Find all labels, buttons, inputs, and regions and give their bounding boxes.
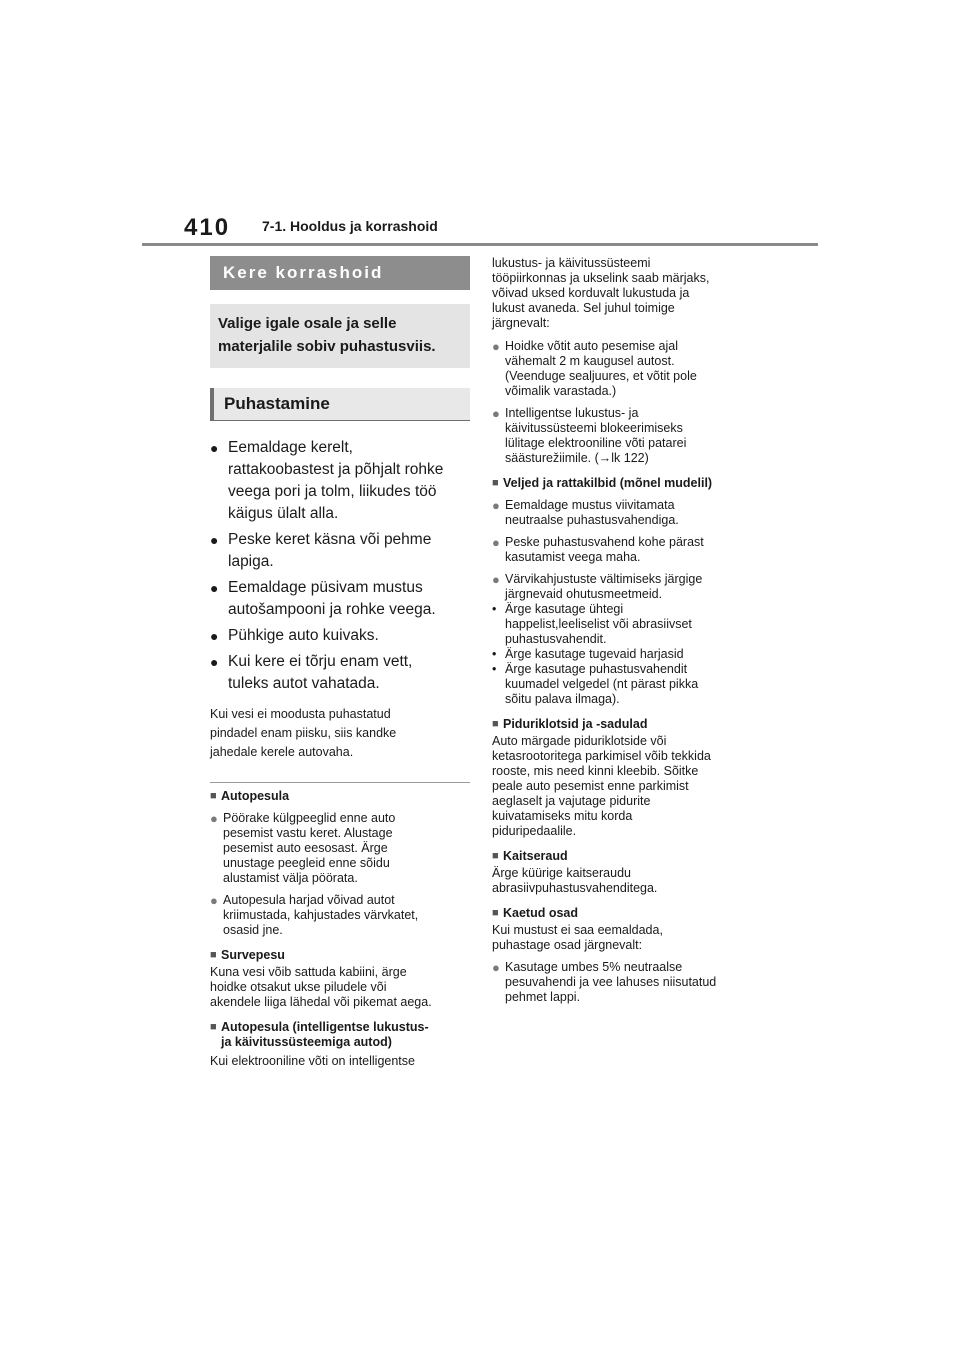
subheading-text: Piduriklotsid ja -sadulad	[503, 717, 648, 731]
list-line: happelist,leeliselist või abrasiivset	[505, 617, 692, 631]
paragraph-line: abrasiivpuhastusvahenditega.	[492, 881, 658, 895]
list-line: puhastusvahendit.	[505, 632, 607, 646]
subheading-text: Autopesula (intelligentse lukustus-	[221, 1020, 429, 1034]
dash-bullet-icon: •	[492, 647, 497, 661]
paragraph	[492, 734, 754, 839]
page-number: 410	[184, 214, 231, 241]
paragraph-line: ketasrootoritega parkimisel võib tekkida	[492, 749, 711, 763]
intro-box	[210, 304, 470, 368]
list-line: lülitage elektrooniline võti patarei	[505, 436, 687, 450]
list-line: (Veenduge sealjuures, et võtit pole	[505, 369, 697, 383]
bullet-icon: ●	[210, 654, 219, 670]
intro-line: materjalile sobiv puhastusviis.	[218, 338, 436, 355]
list-item	[210, 529, 470, 573]
right-column	[492, 256, 754, 1005]
list-line: Eemaldage püsivam mustus	[228, 579, 423, 596]
list-line: kriimustada, kahjustades värvkatet,	[223, 908, 419, 922]
dash-list-item	[492, 662, 754, 707]
list-item	[492, 960, 754, 1005]
list-line: Pühkige auto kuivaks.	[228, 627, 379, 644]
paragraph-line: Kui elektrooniline võti on intelligentse	[210, 1054, 415, 1068]
list-line: neutraalse puhastusvahendiga.	[505, 513, 679, 527]
list-item	[210, 625, 470, 647]
list-line: Ärge kasutage puhastusvahendit	[505, 662, 688, 676]
subheading	[492, 476, 754, 491]
list-line: Ärge kasutage tugevaid harjasid	[505, 647, 684, 661]
list-line: autošampooni ja rohke veega.	[228, 601, 436, 618]
dash-list-item	[492, 647, 754, 662]
list-item	[492, 498, 754, 528]
divider	[210, 782, 470, 783]
bullet-icon: ●	[210, 580, 219, 596]
list-line: Eemaldage kerelt,	[228, 439, 353, 456]
list-line: pesuvahendi ja vee lahuses niisutatud	[505, 975, 717, 989]
paragraph	[492, 923, 754, 953]
paragraph-line: kuivatamiseks mitu korda	[492, 809, 633, 823]
list-item	[492, 406, 754, 466]
list-line: osasid jne.	[223, 923, 283, 937]
paragraph	[492, 866, 754, 896]
circle-bullet-icon: ●	[492, 960, 500, 975]
subheading-text: Autopesula	[221, 789, 290, 803]
circle-bullet-icon: ●	[492, 572, 500, 587]
list-line: Peske puhastusvahend kohe pärast	[505, 535, 704, 549]
list-line: Värvikahjustuste vältimiseks järgige	[505, 572, 703, 586]
section-title: Kere korrashoid	[223, 263, 384, 282]
paragraph-line: piduripedaalile.	[492, 824, 577, 838]
list-line: pehmet lappi.	[505, 990, 581, 1004]
list-line: kuumadel velgedel (nt pärast pikka	[505, 677, 699, 691]
list-item	[210, 893, 470, 938]
paragraph-line: tööpiirkonnas ja ukselink saab märjaks,	[492, 271, 710, 285]
circle-bullet-icon: ●	[492, 535, 500, 550]
paragraph-line: lukust avaneda. Sel juhul toimige	[492, 301, 675, 315]
subheading	[210, 1020, 470, 1050]
subheading	[492, 906, 754, 921]
bullet-icon: ●	[210, 628, 219, 644]
subheading-text: ja käivitussüsteemiga autod)	[221, 1035, 392, 1049]
paragraph-line: peale auto pesemist enne parkimist	[492, 779, 689, 793]
list-line: Pöörake külgpeeglid enne auto	[223, 811, 396, 825]
list-line: pesemist auto eesosast. Ärge	[223, 841, 388, 855]
list-item	[210, 811, 470, 886]
circle-bullet-icon: ●	[492, 498, 500, 513]
paragraph-line: aeglaselt ja vajutage pidurite	[492, 794, 651, 808]
list-line: Autopesula harjad võivad autot	[223, 893, 395, 907]
list-line: Hoidke võtit auto pesemise ajal	[505, 339, 679, 353]
square-bullet-icon: ■	[210, 949, 217, 961]
autopesula-section	[210, 789, 470, 938]
list-line: lapiga.	[228, 553, 274, 570]
paragraph-line: Kui mustust ei saa eemaldada,	[492, 923, 663, 937]
list-line: Kui kere ei tõrju enam vett,	[228, 653, 413, 670]
list-line: rattakoobastest ja põhjalt rohke	[228, 461, 444, 478]
paragraph-line: järgnevalt:	[492, 316, 550, 330]
list-line: unustage peegleid enne sõidu	[223, 856, 390, 870]
list-item	[210, 437, 470, 525]
square-bullet-icon: ■	[492, 850, 499, 862]
list-line: tuleks autot vahatada.	[228, 675, 380, 692]
subheading	[492, 717, 754, 732]
subheading	[210, 948, 470, 963]
subsection-title-bar	[210, 388, 470, 421]
dash-list-item	[492, 602, 754, 647]
paragraph-line: võivad uksed korduvalt lukustuda ja	[492, 286, 690, 300]
header-rule	[142, 243, 818, 246]
paragraph-line: akendele liiga lähedal või pikemat aega.	[210, 995, 432, 1009]
paragraph-line: lukustus- ja käivitussüsteemi	[492, 256, 651, 270]
square-bullet-icon: ■	[492, 477, 499, 489]
circle-bullet-icon: ●	[210, 811, 218, 826]
list-line: käivitussüsteemi blokeerimiseks	[505, 421, 683, 435]
list-item	[492, 339, 754, 399]
list-line: Kasutage umbes 5% neutraalse	[505, 960, 683, 974]
list-line: järgnevaid ohutusmeetmeid.	[505, 587, 663, 601]
subheading-text: Kaitseraud	[503, 849, 568, 863]
section-header: 7-1. Hooldus ja korrashoid	[262, 218, 438, 234]
square-bullet-icon: ■	[210, 790, 217, 802]
circle-bullet-icon: ●	[492, 339, 500, 354]
dash-bullet-icon: •	[492, 602, 497, 616]
subsection-title: Puhastamine	[224, 394, 330, 413]
left-column	[210, 256, 470, 1069]
subheading	[492, 849, 754, 864]
note-line: pindadel enam piisku, siis kandke	[210, 726, 397, 740]
autopesula-intelligent-section	[210, 1020, 470, 1069]
list-item	[492, 572, 754, 602]
note-line: Kui vesi ei moodusta puhastatud	[210, 707, 391, 721]
intro-line: Valige igale osale ja selle	[218, 315, 397, 332]
bullet-icon: ●	[210, 532, 219, 548]
section-title-bar	[210, 256, 470, 290]
subheading	[210, 789, 470, 804]
list-line: sõitu palava ilmaga).	[505, 692, 620, 706]
list-item	[210, 577, 470, 621]
note-line: jahedale kerele autovaha.	[210, 745, 354, 759]
circle-bullet-icon: ●	[492, 406, 500, 421]
list-line: Intelligentse lukustus- ja	[505, 406, 639, 420]
bullet-icon: ●	[210, 440, 219, 456]
square-bullet-icon: ■	[492, 907, 499, 919]
square-bullet-icon: ■	[492, 718, 499, 730]
list-line: pesemist vastu keret. Alustage	[223, 826, 393, 840]
list-item	[492, 535, 754, 565]
paragraph-line: Auto märgade piduriklotside või	[492, 734, 667, 748]
paragraph-line: Ärge küürige kaitseraudu	[492, 866, 631, 880]
list-line: kasutamist veega maha.	[505, 550, 641, 564]
square-bullet-icon: ■	[210, 1021, 217, 1033]
cleaning-steps-list	[210, 437, 470, 695]
list-line: Peske keret käsna või pehme	[228, 531, 432, 548]
list-line: Eemaldage mustus viivitamata	[505, 498, 675, 512]
survepesu-section	[210, 948, 470, 1010]
list-line: Ärge kasutage ühtegi	[505, 602, 624, 616]
circle-bullet-icon: ●	[210, 893, 218, 908]
list-item	[210, 651, 470, 695]
dash-bullet-icon: •	[492, 662, 497, 676]
paragraph-line: hoidke otsakut ukse piludele või	[210, 980, 387, 994]
subheading-text: Kaetud osad	[503, 906, 579, 920]
list-line: käigus ülalt alla.	[228, 505, 339, 522]
wax-note	[210, 705, 470, 762]
paragraph	[210, 965, 470, 1010]
subheading-text: Survepesu	[221, 948, 285, 962]
list-line: alustamist välja pöörata.	[223, 871, 358, 885]
paragraph-line: Kuna vesi võib sattuda kabiini, ärge	[210, 965, 407, 979]
list-line: võimalik varastada.)	[505, 384, 617, 398]
list-line: säästurežiimile. (→lk 122)	[505, 451, 649, 465]
paragraph-line: rooste, mis need kinni kleebib. Sõitke	[492, 764, 699, 778]
list-line: vähemalt 2 m kaugusel autost.	[505, 354, 675, 368]
paragraph	[492, 256, 754, 331]
list-line: veega pori ja tolm, liikudes töö	[228, 483, 437, 500]
paragraph-line: puhastage osad järgnevalt:	[492, 938, 643, 952]
subheading-text: Veljed ja rattakilbid (mõnel mudelil)	[503, 476, 713, 490]
